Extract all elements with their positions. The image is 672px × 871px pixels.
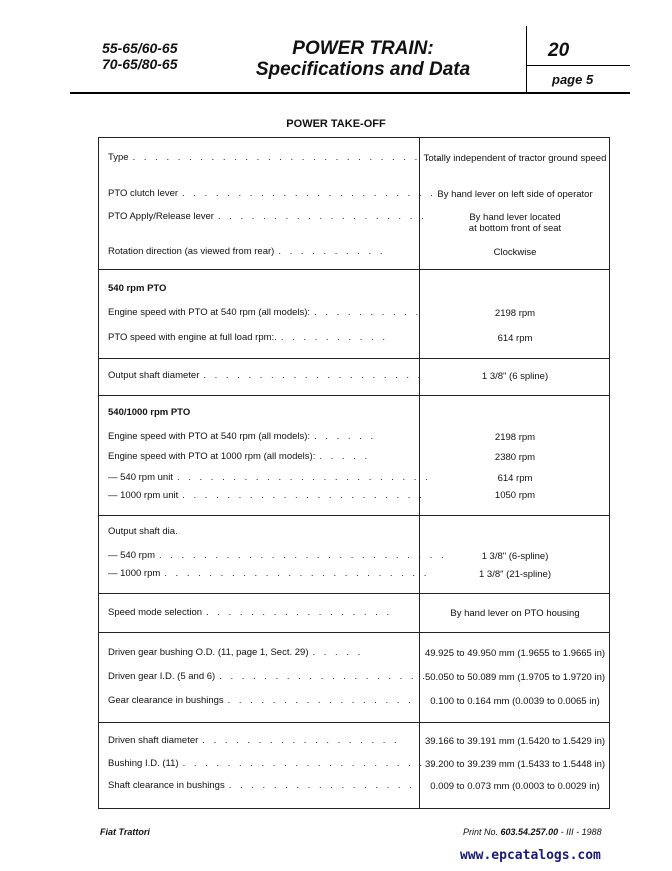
spec-label: PTO Apply/Release lever . . . . . . . . . . . . . . . . . . . bbox=[108, 211, 427, 222]
spec-label: — 1000 rpm . . . . . . . . . . . . . . . . . . . . . . . . bbox=[108, 568, 430, 579]
header-divider-section bbox=[526, 65, 630, 66]
spec-label: Type . . . . . . . . . . . . . . . . . . . . . . . . . . . . bbox=[108, 152, 443, 163]
spec-value: 1 3/8" (6 spline) bbox=[481, 371, 549, 382]
spec-value: 2198 rpm bbox=[494, 432, 536, 443]
spec-value: By hand lever on left side of operator bbox=[437, 189, 593, 200]
spec-label: Engine speed with PTO at 540 rpm (all models): . . . . . . bbox=[108, 431, 377, 442]
spec-value-line-1: By hand lever located bbox=[469, 212, 561, 223]
group-divider bbox=[99, 632, 609, 633]
group-divider bbox=[99, 395, 609, 396]
spec-value: By hand lever on PTO housing bbox=[450, 608, 580, 619]
company-name: Fiat Trattori bbox=[100, 827, 150, 837]
group-divider bbox=[99, 269, 609, 270]
section-number: 20 bbox=[548, 40, 570, 61]
spec-label: Shaft clearance in bushings . . . . . . . . . . . . . . . . . bbox=[108, 780, 415, 791]
group-divider bbox=[99, 358, 609, 359]
spec-value: 50.050 to 50.089 mm (1.9705 to 1.9720 in) bbox=[424, 672, 606, 683]
spec-value-line-2: at bottom front of seat bbox=[468, 223, 562, 234]
spec-label: Engine speed with PTO at 540 rpm (all models): . . . . . . . . . . bbox=[108, 307, 422, 318]
spec-label: Driven gear I.D. (5 and 6) . . . . . . . . . . . . . . . . . . . bbox=[108, 671, 428, 682]
section-title: POWER TAKE-OFF bbox=[286, 118, 386, 130]
spec-value: 614 rpm bbox=[497, 333, 533, 344]
spec-label: PTO clutch lever . . . . . . . . . . . . . . . . . . . . . . . bbox=[108, 188, 436, 199]
title-line-2: Specifications and Data bbox=[255, 59, 471, 80]
spec-value: 2380 rpm bbox=[494, 452, 536, 463]
spec-label: — 540 rpm . . . . . . . . . . . . . . . . . . . . . . . . . . bbox=[108, 550, 447, 561]
spec-label: Driven shaft diameter . . . . . . . . . . . . . . . . . . bbox=[108, 735, 400, 746]
spec-label: Engine speed with PTO at 1000 rpm (all models): . . . . . bbox=[108, 451, 371, 462]
spec-label: Output shaft diameter . . . . . . . . . . . . . . . . . . . . bbox=[108, 370, 424, 381]
spec-value: 49.925 to 49.950 mm (1.9655 to 1.9665 in) bbox=[424, 648, 606, 659]
spec-label: Driven gear bushing O.D. (11, page 1, Sect. 29) . . . . . bbox=[108, 647, 364, 658]
spec-value: 1 3/8" (21-spline) bbox=[478, 569, 552, 580]
spec-value: Totally independent of tractor ground speed bbox=[423, 153, 607, 164]
page-number: page 5 bbox=[552, 72, 594, 87]
group-divider bbox=[99, 722, 609, 723]
spec-label: Rotation direction (as viewed from rear) . . . . . . . . . . bbox=[108, 246, 386, 257]
spec-value: 0.009 to 0.073 mm (0.0003 to 0.0029 in) bbox=[430, 781, 600, 792]
spec-value: 39.166 to 39.191 mm (1.5420 to 1.5429 in) bbox=[424, 736, 606, 747]
spec-label: Bushing I.D. (11) . . . . . . . . . . . . . . . . . . . . . . . bbox=[108, 758, 437, 769]
group-divider bbox=[99, 515, 609, 516]
group-heading: Output shaft dia. bbox=[108, 526, 178, 537]
header-divider-vertical bbox=[526, 26, 527, 93]
group-heading: 540/1000 rpm PTO bbox=[108, 407, 191, 418]
spec-value: 1 3/8" (6-spline) bbox=[481, 551, 549, 562]
spec-value: 1050 rpm bbox=[494, 490, 536, 501]
spec-label: — 1000 rpm unit . . . . . . . . . . . . . . . . . . . . . . bbox=[108, 490, 425, 501]
model-list bbox=[102, 40, 178, 72]
spec-label: Speed mode selection . . . . . . . . . . . . . . . . . bbox=[108, 607, 393, 618]
title-line-1: POWER TRAIN: bbox=[292, 38, 434, 59]
watermark-url: www.epcatalogs.com bbox=[460, 848, 601, 863]
spec-value: Clockwise bbox=[493, 247, 537, 258]
page-title bbox=[230, 38, 496, 80]
spec-label: — 540 rpm unit . . . . . . . . . . . . . . . . . . . . . . . bbox=[108, 472, 431, 483]
spec-label: PTO speed with engine at full load rpm:. . . . . . . . . . . bbox=[108, 332, 388, 343]
spec-table bbox=[98, 137, 610, 809]
spec-value: 2198 rpm bbox=[494, 308, 536, 319]
print-number: Print No. 603.54.257.00 - III - 1988 bbox=[463, 827, 602, 837]
group-divider bbox=[99, 593, 609, 594]
header-divider-horizontal bbox=[70, 92, 630, 94]
models-line-1: 55-65/60-65 bbox=[102, 40, 178, 56]
spec-value bbox=[419, 212, 611, 234]
spec-label: Gear clearance in bushings . . . . . . . . . . . . . . . . . bbox=[108, 695, 414, 706]
spec-value: 614 rpm bbox=[497, 473, 533, 484]
models-line-2: 70-65/80-65 bbox=[102, 56, 178, 72]
group-heading: 540 rpm PTO bbox=[108, 283, 167, 294]
spec-value: 0.100 to 0.164 mm (0.0039 to 0.0065 in) bbox=[430, 696, 600, 707]
spec-value: 39.200 to 39.239 mm (1.5433 to 1.5448 in) bbox=[424, 759, 606, 770]
